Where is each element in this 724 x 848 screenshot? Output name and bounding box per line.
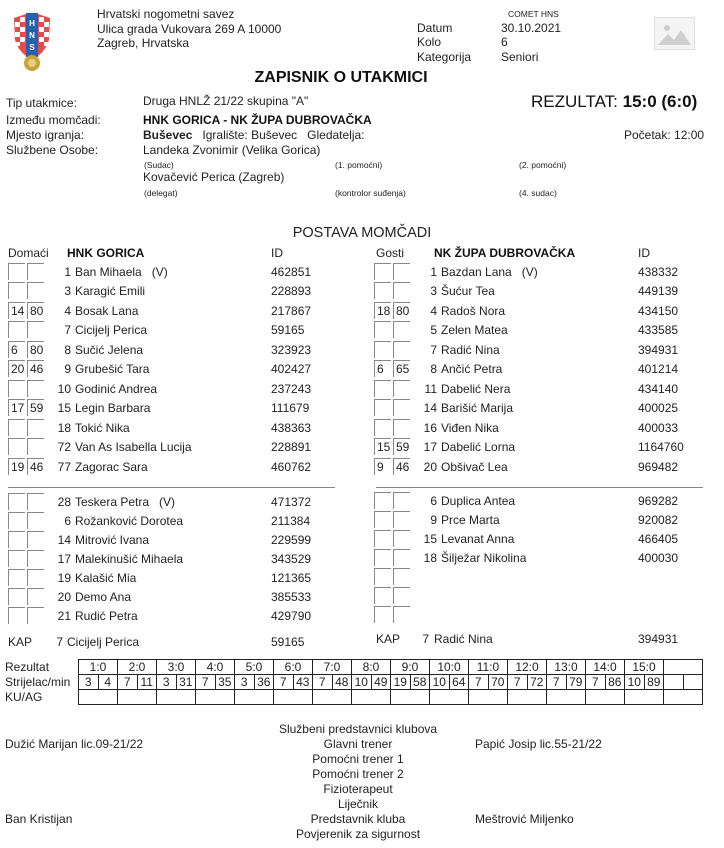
player-id: 434140 [638, 381, 679, 396]
goal-scorer-cell: 7 [118, 675, 138, 690]
goal-scorer-cell: 7 [469, 675, 489, 690]
player-number: 7 [430, 342, 437, 357]
player-id: 969282 [638, 494, 679, 508]
goal-minute-cell: 4 [98, 675, 118, 690]
player-name: Van As Isabella Lucija [75, 440, 192, 455]
org-address: Ulica grada Vukovara 269 A 10000 [97, 21, 282, 36]
goal-kuag-cell [313, 690, 352, 705]
player-name: Bosak Lana [75, 303, 139, 318]
kickoff-label: Početak: [624, 128, 671, 142]
player-box-in [374, 282, 391, 299]
player-number: 8 [430, 362, 437, 377]
player-number: 17 [423, 440, 437, 455]
player-id: 429790 [271, 609, 312, 623]
player-box-out: 80 [27, 341, 44, 358]
player-id: 237243 [271, 381, 312, 396]
official-role: Fizioterapeut [323, 782, 393, 796]
away-captain-label: KAP [376, 632, 401, 646]
player-id: 211384 [271, 514, 311, 528]
goal-minute-cell: 79 [566, 675, 586, 690]
result-value: 15:0 (6:0) [622, 92, 698, 111]
away-divider [376, 487, 703, 488]
assistant1-role: (1. pomoćni) [335, 160, 383, 170]
player-box-out: 46 [27, 360, 44, 377]
goal-kuag-cell [430, 690, 469, 705]
away-club-rep: Meštrović Miljenko [475, 812, 574, 826]
goal-score-cell: 8:0 [352, 660, 391, 675]
goal-score-cell: 4:0 [196, 660, 235, 675]
player-id: 449139 [638, 284, 679, 299]
player-box-in: 14 [8, 302, 25, 319]
home-club-rep: Ban Kristijan [5, 812, 73, 826]
home-side-label: Domaći [8, 246, 49, 260]
player-id: 462851 [271, 265, 312, 279]
away-id-header: ID [638, 246, 650, 260]
org-name: Hrvatski nogometni savez [97, 7, 235, 21]
player-number: 14 [423, 401, 437, 416]
goal-minute-cell: 49 [371, 675, 391, 690]
player-box-in [8, 263, 25, 280]
player-id: 969482 [638, 459, 679, 474]
goal-kuag-cell [664, 690, 703, 705]
player-number: 16 [423, 420, 437, 435]
player-box-in [8, 380, 25, 397]
player-name: Kalašić Mia [75, 571, 137, 585]
page-title: ZAPISNIK O UTAKMICI [254, 69, 428, 86]
home-divider [8, 487, 335, 488]
player-box-in [8, 531, 25, 548]
delegate-name: Kovačević Perica (Zagreb) [143, 170, 285, 184]
goal-kuag-cell [547, 690, 586, 705]
scorer-row-label: Strijelac/min [5, 675, 71, 689]
player-name: Sučić Jelena [75, 342, 144, 357]
player-name: Barišić Marija [441, 401, 514, 416]
player-id: 466405 [638, 532, 679, 546]
goal-scorer-cell: 10 [352, 675, 372, 690]
home-captain-id: 59165 [271, 635, 305, 649]
player-name: Mitrović Ivana [75, 533, 150, 547]
teams-label: Između momčadi: [6, 113, 101, 127]
player-id: 228893 [271, 284, 312, 299]
player-name: Tokić Nika [75, 420, 130, 435]
player-box-in [8, 607, 25, 624]
player-name: Rudić Petra [75, 609, 138, 623]
goal-minute-cell: 86 [605, 675, 625, 690]
category-value: Seniori [501, 50, 539, 64]
player-name: Zagorac Sara [75, 459, 148, 474]
player-number: 15 [57, 401, 71, 416]
player-number: 20 [57, 590, 71, 604]
player-number: 7 [64, 323, 71, 338]
player-id: 229599 [271, 533, 312, 547]
goal-scorer-cell: 10 [430, 675, 450, 690]
player-number: 21 [57, 609, 71, 623]
player-number: 6 [64, 514, 71, 528]
player-id: 433585 [638, 323, 679, 338]
goals-table [78, 659, 703, 705]
player-box-in [374, 530, 391, 547]
player-number: 4 [430, 303, 437, 318]
organization-info [97, 7, 281, 51]
svg-text:S: S [29, 43, 35, 52]
goal-minute-cell [683, 675, 703, 690]
player-id: 438363 [271, 420, 312, 435]
goal-kuag-cell [118, 690, 157, 705]
away-head-coach: Papić Josip lic.55-21/22 [475, 737, 602, 751]
player-number: 10 [57, 381, 71, 396]
away-side-label: Gosti [376, 246, 405, 260]
player-name: Malekinušić Mihaela [75, 552, 184, 566]
player-box-in: 9 [374, 458, 391, 475]
goal-scorer-cell: 3 [235, 675, 255, 690]
player-box-in [8, 438, 25, 455]
goal-score-cell: 3:0 [157, 660, 196, 675]
goal-score-cell: 12:0 [508, 660, 547, 675]
player-number: 77 [57, 459, 71, 474]
player-name: Šućur Tea [441, 284, 495, 299]
player-box-in [8, 588, 25, 605]
official-role: Pomoćni trener 2 [312, 767, 404, 781]
system-label: COMET HNS [508, 9, 559, 19]
kickoff [624, 128, 704, 142]
player-number: 19 [57, 571, 71, 585]
pitch-value: Buševec [251, 128, 298, 142]
match-type-label: Tip utakmice: [6, 96, 77, 110]
round-label: Kolo [417, 35, 442, 49]
goal-scorer-cell: 7 [274, 675, 294, 690]
away-captain-name: Radić Nina [434, 632, 493, 646]
player-box-in: 15 [374, 438, 391, 455]
teams-value: HNK GORICA - NK ŽUPA DUBROVAČKA [143, 113, 372, 127]
svg-text:N: N [29, 31, 35, 40]
goal-kuag-cell [352, 690, 391, 705]
home-captain-name: Cicijelj Perica [67, 635, 140, 649]
goal-scorer-cell: 3 [157, 675, 177, 690]
goal-kuag-cell [469, 690, 508, 705]
player-id: 59165 [271, 323, 305, 338]
goal-score-cell: 7:0 [313, 660, 352, 675]
result-row-label: Rezultat [5, 660, 50, 674]
player-box-out: 46 [393, 458, 410, 475]
player-number: 17 [57, 552, 71, 566]
goal-minute-cell: 35 [215, 675, 235, 690]
venue-row [143, 128, 365, 142]
player-box-in: 6 [374, 360, 391, 377]
home-id-header: ID [271, 246, 283, 260]
player-name: Radoš Nora [441, 303, 506, 318]
player-id: 394931 [638, 342, 679, 357]
player-box-out [393, 606, 410, 623]
player-box-in [374, 263, 391, 280]
player-box-in [8, 321, 25, 338]
player-box-in: 17 [8, 399, 25, 416]
image-icon [654, 17, 695, 50]
player-box-in [8, 569, 25, 586]
player-name: Ančić Petra [441, 362, 503, 377]
player-name: Bazdan Lana (V) [441, 265, 538, 279]
goal-score-cell: 14:0 [586, 660, 625, 675]
player-box-out: 59 [393, 438, 410, 455]
player-name: Demo Ana [75, 590, 132, 604]
goal-scorer-cell: 7 [586, 675, 606, 690]
referee-role: (Sudac) [144, 160, 174, 170]
player-box-in [8, 419, 25, 436]
player-name: Dabelić Lorna [441, 440, 516, 455]
goal-scorer-cell: 10 [625, 675, 645, 690]
round-value: 6 [501, 35, 508, 49]
player-name: Teskera Petra (V) [75, 495, 176, 509]
player-number: 9 [64, 362, 71, 377]
goal-scorer-cell: 7 [313, 675, 333, 690]
player-id: 343529 [271, 552, 312, 566]
goal-scorer-cell: 3 [79, 675, 99, 690]
goal-score-cell: 10:0 [430, 660, 469, 675]
player-number: 9 [430, 513, 437, 527]
org-city: Zagreb, Hrvatska [97, 36, 190, 50]
away-captain-number: 7 [422, 632, 429, 646]
fourth-official-role: (4. sudac) [519, 188, 557, 198]
kickoff-value: 12:00 [674, 128, 705, 142]
player-number: 11 [424, 381, 437, 396]
home-captain-number: 7 [56, 635, 63, 649]
goal-kuag-cell [508, 690, 547, 705]
official-role: Povjerenik za sigurnost [295, 827, 421, 841]
goal-minute-cell: 70 [488, 675, 508, 690]
goal-kuag-cell [196, 690, 235, 705]
player-name: Šilježar Nikolina [441, 551, 527, 565]
goal-score-cell: 1:0 [79, 660, 118, 675]
player-name: Godinić Andrea [75, 381, 158, 396]
player-box-in: 20 [8, 360, 25, 377]
away-captain-id: 394931 [638, 632, 679, 646]
player-number: 3 [430, 284, 437, 299]
goal-minute-cell: 36 [254, 675, 274, 690]
player-id: 228891 [271, 440, 312, 455]
player-number: 15 [423, 532, 437, 546]
goals-row-labels [5, 660, 70, 705]
referee-name: Landeka Zvonimir (Velika Gorica) [143, 143, 321, 157]
goal-minute-cell: 31 [176, 675, 196, 690]
player-box-out: 46 [27, 458, 44, 475]
player-id: 400033 [638, 420, 679, 435]
player-box-in [374, 341, 391, 358]
goal-scorer-cell: 7 [196, 675, 216, 690]
player-id: 401214 [638, 362, 679, 377]
goal-minute-cell: 11 [137, 675, 157, 690]
scorer-row [79, 675, 703, 690]
goal-kuag-cell [235, 690, 274, 705]
category-label: Kategorija [417, 50, 472, 64]
player-number: 6 [430, 494, 437, 508]
player-name: Ban Mihaela (V) [75, 265, 168, 279]
home-captain-label: KAP [8, 635, 33, 649]
player-box-in [8, 493, 25, 510]
goal-scorer-cell: 19 [391, 675, 411, 690]
player-name: Cicijelj Perica [75, 323, 148, 338]
player-box-in [374, 587, 391, 604]
player-number: 1 [430, 265, 437, 279]
goal-minute-cell: 48 [332, 675, 352, 690]
goal-minute-cell: 64 [449, 675, 469, 690]
player-id: 400030 [638, 551, 679, 565]
player-box-in [374, 419, 391, 436]
goal-kuag-cell [157, 690, 196, 705]
player-name: Grubešić Tara [75, 362, 150, 377]
home-head-coach: Dužić Marijan lic.09-21/22 [5, 737, 144, 751]
player-id: 438332 [638, 265, 679, 279]
result-label: REZULTAT: [531, 92, 618, 111]
match-type-value: Druga HNLŽ 21/22 skupina "A" [143, 94, 309, 108]
goal-kuag-cell [79, 690, 118, 705]
player-box-in: 6 [8, 341, 25, 358]
player-box-out [393, 587, 410, 604]
goal-minute-cell: 72 [527, 675, 547, 690]
goal-scorer-cell: 7 [508, 675, 528, 690]
player-box-in [374, 568, 391, 585]
assistant2-role: (2. pomoćni) [519, 160, 567, 170]
result [531, 92, 697, 112]
goal-kuag-cell [625, 690, 664, 705]
player-name: Legin Barbara [75, 401, 151, 416]
official-role: Liječnik [337, 797, 379, 811]
player-box-out: 59 [27, 399, 44, 416]
controller-role: (kontrolor suđenja) [335, 188, 406, 198]
officials-label: Službene Osobe: [6, 143, 99, 157]
home-team-name: HNK GORICA [67, 246, 145, 260]
player-box-in [374, 492, 391, 509]
official-role: Pomoćni trener 1 [312, 752, 404, 766]
pitch-label: Igralište: [202, 128, 248, 142]
spectators-label: Gledatelja: [307, 128, 365, 142]
player-box-in [8, 282, 25, 299]
player-name: Duplica Antea [441, 494, 516, 508]
player-box-in [8, 550, 25, 567]
player-id: 121365 [271, 571, 312, 585]
goal-score-cell: 15:0 [625, 660, 664, 675]
player-name: Karagić Emili [75, 284, 146, 299]
player-number: 18 [57, 420, 71, 435]
player-id: 920082 [638, 513, 679, 527]
official-role: Glavni trener [323, 737, 393, 751]
kuag-row-label: KU/AG [5, 690, 43, 704]
player-number: 5 [430, 323, 437, 338]
player-box-in [374, 549, 391, 566]
player-box-out: 80 [27, 302, 44, 319]
player-box-in: 19 [8, 458, 25, 475]
player-box-out: 80 [393, 302, 410, 319]
player-number: 14 [57, 533, 71, 547]
player-name: Radić Nina [441, 342, 500, 357]
player-id: 323923 [271, 342, 312, 357]
lineups-title: POSTAVA MOMČADI [292, 225, 432, 241]
player-box-in [374, 321, 391, 338]
player-box-in [374, 606, 391, 623]
player-id: 1164760 [638, 440, 684, 455]
goal-score-cell: 13:0 [547, 660, 586, 675]
goal-scorer-cell: 7 [547, 675, 567, 690]
player-number: 28 [57, 495, 71, 509]
officials-title: Službeni predstavnici klubova [278, 722, 438, 736]
player-id: 217867 [271, 303, 312, 318]
player-number: 8 [64, 342, 71, 357]
goal-score-cell [664, 660, 703, 675]
player-name: Dabelić Nera [441, 381, 511, 396]
official-role: Predstavnik kluba [310, 812, 406, 826]
player-id: 400025 [638, 401, 679, 416]
player-name: Prce Marta [441, 513, 500, 527]
player-number: 3 [64, 284, 71, 299]
player-id: 471372 [271, 495, 312, 509]
goal-score-cell: 11:0 [469, 660, 508, 675]
goal-kuag-cell [391, 690, 430, 705]
player-box-in [8, 512, 25, 529]
player-number: 18 [423, 551, 437, 565]
goal-score-cell: 2:0 [118, 660, 157, 675]
date-label: Datum [417, 21, 453, 35]
player-name: Rožanković Dorotea [75, 514, 184, 528]
kuag-row [79, 690, 703, 705]
player-box-in [374, 399, 391, 416]
goal-score-cell: 5:0 [235, 660, 274, 675]
player-number: 1 [64, 265, 71, 279]
away-team-name: NK ŽUPA DUBROVAČKA [434, 246, 576, 260]
goal-minute-cell: 43 [293, 675, 313, 690]
player-id: 385533 [271, 590, 312, 604]
svg-text:H: H [29, 19, 35, 28]
hns-logo [12, 10, 52, 72]
delegate-role: (delegat) [144, 188, 178, 198]
player-name: Levanat Anna [441, 532, 515, 546]
venue-label: Mjesto igranja: [6, 128, 85, 142]
date-value: 30.10.2021 [501, 21, 562, 35]
player-name: Zelen Matea [441, 323, 508, 338]
goal-score-cell: 6:0 [274, 660, 313, 675]
player-id: 434150 [638, 303, 679, 318]
player-box-in [374, 380, 391, 397]
player-number: 72 [57, 440, 71, 455]
score-row [79, 660, 703, 675]
player-id: 460762 [271, 459, 312, 474]
player-box-out [393, 568, 410, 585]
player-name: Viđen Nika [441, 420, 499, 435]
player-number: 4 [64, 303, 71, 318]
goal-scorer-cell [664, 675, 684, 690]
player-box-in: 18 [374, 302, 391, 319]
venue-value: Buševec [143, 128, 193, 142]
goal-kuag-cell [274, 690, 313, 705]
player-id: 111679 [271, 401, 310, 416]
goal-minute-cell: 58 [410, 675, 430, 690]
player-number: 20 [423, 459, 437, 474]
goal-minute-cell: 89 [644, 675, 664, 690]
goal-score-cell: 9:0 [391, 660, 430, 675]
player-name: Obšivač Lea [441, 459, 508, 474]
player-id: 402427 [271, 362, 312, 377]
goal-kuag-cell [586, 690, 625, 705]
player-box-out: 65 [393, 360, 410, 377]
player-box-in [374, 511, 391, 528]
